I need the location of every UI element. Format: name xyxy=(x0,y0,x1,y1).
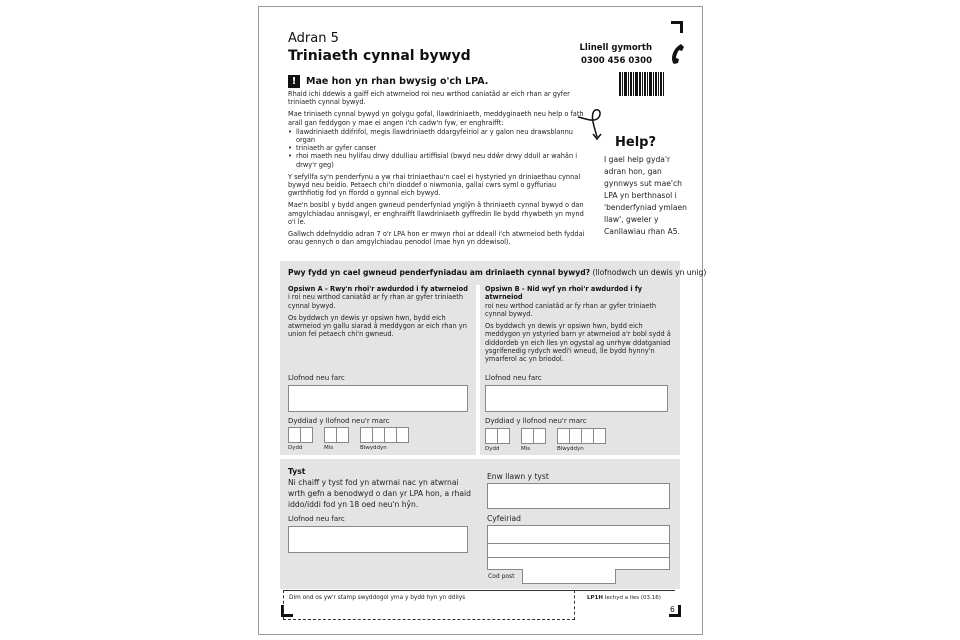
witness-postcode-label: Cod post xyxy=(488,573,515,580)
form-page xyxy=(258,6,707,635)
crop-mark-top-right xyxy=(671,21,683,33)
option-a-year-field[interactable] xyxy=(360,427,408,443)
intro-text xyxy=(288,90,586,250)
form-code: LP1H Iechyd a lles (03.16) xyxy=(587,595,661,601)
witness-intro xyxy=(288,466,478,510)
witness-name-field[interactable] xyxy=(487,483,670,509)
decision-panel xyxy=(280,261,707,455)
curly-arrow-icon xyxy=(577,107,617,142)
witness-text: Ni chaiff y tyst fod yn atwrnai nac yn atwrnai wrth gefn a benodwyd o dan yr LPA hon, a rhaid iddo/iddi fod yn 18 oed neu'n hŷn. xyxy=(288,478,471,509)
intro-paragraph: Y sefyllfa sy'n penderfynu a yw rhai triniaethau'n cael ei hystyried yn driniaethau cynnal bywyd neu beidio. Petaech chi'n dioddef o niwmonia, gallai cwrs syml o gyffuriau gwrthfiotig fod yn ffordd o gynnal eich bywyd. xyxy=(288,172,581,198)
option-divider xyxy=(476,285,480,455)
option-a-subheading: i roi neu wrthod caniatâd ar fy rhan ar gyfer triniaeth cynnal bywyd. xyxy=(288,293,464,310)
exclamation-icon: ! xyxy=(288,75,300,88)
stamp-text: Dim ond os yw'r stamp swyddogol yma y bydd hyn yn ddilys xyxy=(289,595,466,601)
list-item: • triniaeth ar gyfer canser xyxy=(288,144,586,152)
day-label: Dydd xyxy=(485,446,500,452)
phone-icon xyxy=(668,43,686,65)
option-a-day-field[interactable] xyxy=(288,427,312,443)
option-a-date-label: Dyddiad y llofnod neu'r marc xyxy=(288,417,390,425)
list-item: • rhoi maeth neu hylifau drwy ddulliau artiffisial (bwyd neu ddŵr drwy ddull ar wahân i drwy'r geg) xyxy=(288,152,586,168)
helpline-label: Llinell gymorth xyxy=(579,43,652,53)
month-label: Mis xyxy=(521,446,531,452)
help-title: Help? xyxy=(615,135,656,150)
list-item: • llawdriniaeth ddifrifol, megis llawdriniaeth ddargyfeiriol ar y galon neu drawsblannu organ xyxy=(288,128,586,144)
day-label: Dydd xyxy=(288,445,303,451)
helpline-number: 0300 456 0300 xyxy=(581,56,652,66)
option-a-month-field[interactable] xyxy=(324,427,348,443)
intro-paragraph: Mae'n bosibl y bydd angen gwneud penderfyniad ynglŷn â thriniaeth cynnal bywyd o dan amgylchiadau annisgwyl, er enghraifft llawdriniaeth gyffredin lle bydd rhywbeth yn mynd o'i le. xyxy=(288,201,584,226)
footer-rule xyxy=(575,590,675,591)
witness-panel xyxy=(280,459,680,589)
option-b-heading: Opsiwn B - Nid wyf yn rhoi'r awdurdod i fy atwrneiod xyxy=(485,285,643,302)
option-b-day-field[interactable] xyxy=(485,428,509,444)
intro-paragraph: Mae triniaeth cynnal bywyd yn golygu gofal, llawdriniaeth, meddyginaeth neu help o fath arall gan feddygon y mae ei angen i'ch cadw'n fyw, er enghraifft: xyxy=(288,110,584,127)
option-a-heading: Opsiwn A - Rwy'n rhoi'r awdurdod i fy atwrneiod xyxy=(288,285,468,293)
option-b-text: Os byddwch yn dewis yr opsiwn hwn, bydd eich meddygon yn ystyried barn yr atwrneiod a'r bobl sydd â diddordeb yn eich lles yn ogystal ag unrhyw ddatganiad ysgrifenedig rydych wedi'i wneud, lle bydd hynny'n ymarferol ac yn briodol. xyxy=(485,322,671,364)
intro-paragraph: Rhaid ichi ddewis a gaiff eich atwrneiod roi neu wrthod caniatâd ar eich rhan ar gyfer triniaeth cynnal bywyd. xyxy=(288,90,570,107)
witness-name-label: Enw llawn y tyst xyxy=(487,472,549,481)
option-a xyxy=(288,285,474,343)
option-b-year-field[interactable] xyxy=(557,428,605,444)
option-b-signature-label: Llofnod neu farc xyxy=(485,374,542,382)
important-notice xyxy=(288,75,488,88)
witness-signature-label: Llofnod neu farc xyxy=(288,515,345,523)
option-b-signature-field[interactable] xyxy=(485,385,668,412)
section-number: Adran 5 xyxy=(288,31,339,46)
witness-address-line-1[interactable] xyxy=(487,525,670,544)
option-a-text: Os byddwch yn dewis yr opsiwn hwn, bydd eich atwrneiod yn gallu siarad â meddygon ar eich rhan yn union fel petaech chi'n gwneud. xyxy=(288,313,467,339)
year-label: Blwyddyn xyxy=(360,445,387,451)
witness-title: Tyst xyxy=(288,467,306,476)
witness-address-label: Cyfeiriad xyxy=(487,514,521,523)
page-number: 6 xyxy=(670,605,675,614)
witness-signature-field[interactable] xyxy=(288,526,468,553)
helpline xyxy=(580,42,652,68)
option-a-signature-label: Llofnod neu farc xyxy=(288,374,345,382)
section-title: Triniaeth cynnal bywyd xyxy=(288,48,471,64)
year-label: Blwyddyn xyxy=(557,446,584,452)
option-b xyxy=(485,285,671,368)
barcode-icon xyxy=(619,72,677,96)
important-text: Mae hon yn rhan bwysig o'ch LPA. xyxy=(306,76,489,87)
month-label: Mis xyxy=(324,445,334,451)
examples-list xyxy=(288,128,586,169)
intro-paragraph: Gallwch ddefnyddio adran 7 o'r LPA hon er mwyn rhoi ar ddeall i'ch atwrneiod beth fyddai orau gennych o dan amgylchiadau penodol (mae hyn yn ddewisol). xyxy=(288,230,585,247)
decision-question: Pwy fydd yn cael gwneud penderfyniadau am driniaeth cynnal bywyd? (llofnodwch un dewis yn unig) xyxy=(288,268,707,277)
option-b-date-label: Dyddiad y llofnod neu'r marc xyxy=(485,417,587,425)
witness-postcode-field[interactable] xyxy=(522,569,616,584)
option-b-month-field[interactable] xyxy=(521,428,545,444)
option-b-subheading: roi neu wrthod caniatâd ar fy rhan ar gyfer triniaeth cynnal bywyd. xyxy=(485,301,657,318)
option-a-signature-field[interactable] xyxy=(288,385,468,412)
witness-address-line-2[interactable] xyxy=(487,543,670,558)
help-text: I gael help gyda'r adran hon, gan gynnwys sut mae'ch LPA yn berthnasol i 'benderfyniad ymlaen llaw', gweler y Canllawiau rhan A5. xyxy=(604,155,687,236)
